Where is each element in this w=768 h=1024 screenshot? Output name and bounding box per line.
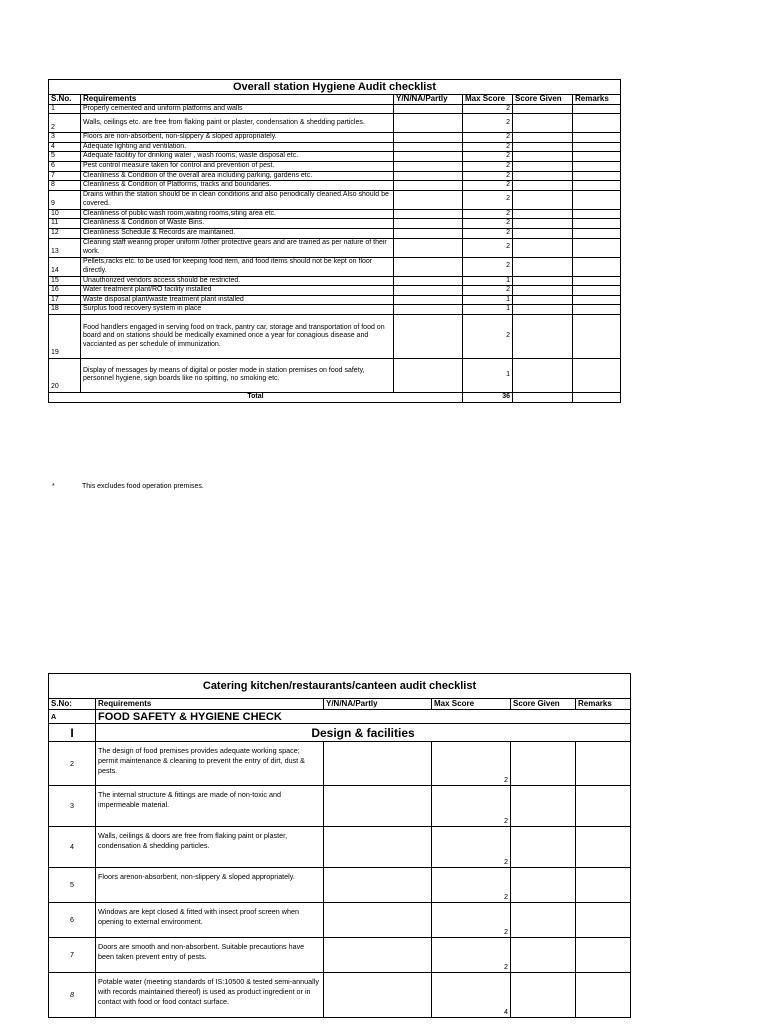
max-score: 2 (463, 238, 513, 257)
max-score: 1 (463, 358, 513, 392)
row-number: 8 (49, 973, 96, 1018)
yn-cell[interactable] (394, 209, 463, 219)
table-row (49, 868, 631, 903)
score-given-cell[interactable] (513, 152, 573, 162)
table-row (49, 276, 621, 286)
table-row (49, 181, 621, 191)
row-requirement: Properly cemented and uniform platforms and walls (81, 104, 394, 114)
row-number: 5 (49, 152, 81, 162)
table-row (49, 114, 621, 133)
yn-cell[interactable] (324, 786, 432, 827)
max-score: 2 (463, 181, 513, 191)
remarks-cell[interactable] (573, 161, 621, 171)
row-requirement: Cleanliness & Condition of the overall area including parking, gardens etc. (81, 171, 394, 181)
col-header-remarks: Remarks (576, 699, 631, 710)
score-given-cell[interactable] (513, 238, 573, 257)
row-number: 5 (49, 868, 96, 903)
remarks-cell[interactable] (573, 286, 621, 296)
max-score: 2 (463, 314, 513, 358)
remarks-cell[interactable] (573, 104, 621, 114)
table-row (49, 938, 631, 973)
col-header-yn: Y/N/NA/Partly (324, 699, 432, 710)
row-requirement: Drains within the station should be in clean conditions and also periodically cleaned.Also should be covered. (81, 190, 394, 209)
max-score: 2 (463, 286, 513, 296)
row-number: 11 (49, 219, 81, 229)
row-requirement: Pellets,racks etc. to be used for keeping food item, and food items should not be kept on floor directly. (81, 257, 394, 276)
row-number: 14 (49, 257, 81, 276)
max-score: 2 (463, 257, 513, 276)
col-header-remarks: Remarks (573, 95, 621, 105)
remarks-cell[interactable] (573, 171, 621, 181)
score-given-cell[interactable] (513, 257, 573, 276)
total-score-given (513, 392, 573, 402)
remarks-cell[interactable] (576, 742, 631, 786)
yn-cell[interactable] (394, 142, 463, 152)
table-row (49, 171, 621, 181)
yn-cell[interactable] (324, 973, 432, 1018)
row-requirement: The internal structure & fittings are made of non-toxic and impermeable material. (96, 786, 324, 827)
table-row (49, 104, 621, 114)
remarks-cell[interactable] (573, 152, 621, 162)
table-row (49, 142, 621, 152)
yn-cell[interactable] (324, 742, 432, 786)
section-number: A (49, 710, 96, 724)
row-requirement: Windows are kept closed & fitted with insect proof screen when opening to external environment. (96, 903, 324, 938)
table-row (49, 238, 621, 257)
row-requirement: Cleanliness Schedule & Records are maintained. (81, 228, 394, 238)
row-number: 4 (49, 827, 96, 868)
checklist-title: Overall station Hygiene Audit checklist (49, 80, 621, 95)
row-requirement: Waste disposal plant/waste treatment plant installed (81, 295, 394, 305)
total-row (49, 392, 621, 402)
score-given-cell[interactable] (511, 938, 576, 973)
row-requirement: Unauthorized vendors access should be restricted. (81, 276, 394, 286)
max-score: 1 (463, 295, 513, 305)
score-given-cell[interactable] (511, 868, 576, 903)
col-header-score-given: Score Given (513, 95, 573, 105)
subsection-title: Design & facilities (96, 724, 631, 742)
table-header-row (49, 699, 631, 710)
score-given-cell[interactable] (513, 209, 573, 219)
row-requirement: Walls, ceilings etc. are free from flaking paint or plaster, condensation & shedding particles. (81, 114, 394, 133)
row-number: 3 (49, 786, 96, 827)
row-requirement: Surplus food recovery system in place (81, 305, 394, 315)
table-row (49, 314, 621, 358)
table-row (49, 973, 631, 1018)
max-score: 1 (463, 276, 513, 286)
row-requirement: Display of messages by means of digital or poster mode in station premises on food safety, personnel hygiene, sign boards like no spitting, no smoking etc. (81, 358, 394, 392)
max-score: 2 (432, 903, 511, 938)
station-hygiene-checklist-table (48, 79, 621, 403)
yn-cell[interactable] (394, 286, 463, 296)
row-number: 8 (49, 181, 81, 191)
col-header-max-score: Max Score (432, 699, 511, 710)
table-row (49, 190, 621, 209)
max-score: 2 (463, 228, 513, 238)
table-header-row (49, 95, 621, 105)
footnote-mark: * (52, 483, 55, 490)
max-score: 2 (463, 152, 513, 162)
row-requirement: Walls, ceilings & doors are free from flaking paint or plaster, condensation & shedding particles. (96, 827, 324, 868)
footnote-text: This excludes food operation premises. (82, 483, 204, 490)
remarks-cell[interactable] (573, 114, 621, 133)
yn-cell[interactable] (324, 938, 432, 973)
remarks-cell[interactable] (573, 142, 621, 152)
checklist-title: Catering kitchen/restaurants/canteen audit checklist (49, 674, 631, 699)
row-number: 2 (49, 742, 96, 786)
yn-cell[interactable] (394, 114, 463, 133)
max-score: 2 (463, 161, 513, 171)
yn-cell[interactable] (394, 133, 463, 143)
max-score: 2 (463, 171, 513, 181)
row-requirement: Water treatment plant/RO facility installed (81, 286, 394, 296)
col-header-yn: Y/N/NA/Partly (394, 95, 463, 105)
score-given-cell[interactable] (513, 133, 573, 143)
yn-cell[interactable] (394, 238, 463, 257)
row-requirement: Potable water (meeting standards of IS:10500 & tested semi-annually with records maintained thereof) is used as product ingredient or in contact with food or food contact surface. (96, 973, 324, 1018)
row-requirement: The design of food premises provides adequate working space; permit maintenance & cleaning to prevent the entry of dirt, dust & pests. (96, 742, 324, 786)
remarks-cell[interactable] (573, 305, 621, 315)
table-row (49, 305, 621, 315)
yn-cell[interactable] (394, 171, 463, 181)
yn-cell[interactable] (394, 305, 463, 315)
row-number: 7 (49, 938, 96, 973)
subsection-number: I (49, 724, 96, 742)
yn-cell[interactable] (394, 276, 463, 286)
remarks-cell[interactable] (573, 133, 621, 143)
max-score: 4 (432, 973, 511, 1018)
yn-cell[interactable] (394, 152, 463, 162)
table-row (49, 786, 631, 827)
yn-cell[interactable] (394, 190, 463, 209)
max-score: 2 (463, 104, 513, 114)
score-given-cell[interactable] (513, 219, 573, 229)
max-score: 2 (463, 133, 513, 143)
score-given-cell[interactable] (511, 827, 576, 868)
max-score: 2 (432, 938, 511, 973)
table-row (49, 133, 621, 143)
yn-cell[interactable] (394, 161, 463, 171)
row-requirement: Floors arenon-absorbent, non-slippery & sloped appropriately. (96, 868, 324, 903)
remarks-cell[interactable] (573, 295, 621, 305)
row-requirement: Cleanliness of public wash room,waiting rooms,siting area etc. (81, 209, 394, 219)
row-requirement: Floors are non-absorbent, non-slippery & sloped appropriately. (81, 133, 394, 143)
row-number: 17 (49, 295, 81, 305)
max-score: 1 (463, 305, 513, 315)
row-number: 13 (49, 238, 81, 257)
max-score: 2 (463, 190, 513, 209)
table-row (49, 209, 621, 219)
max-score: 2 (432, 742, 511, 786)
row-number: 9 (49, 190, 81, 209)
row-requirement: Adequate facilitiy for drinking water , wash rooms, waste disposal etc. (81, 152, 394, 162)
score-given-cell[interactable] (513, 190, 573, 209)
table-row (49, 358, 621, 392)
remarks-cell[interactable] (573, 219, 621, 229)
yn-cell[interactable] (324, 827, 432, 868)
row-number: 20 (49, 358, 81, 392)
score-given-cell[interactable] (513, 161, 573, 171)
section-title: FOOD SAFETY & HYGIENE CHECK (96, 710, 631, 724)
score-given-cell[interactable] (511, 742, 576, 786)
score-given-cell[interactable] (513, 286, 573, 296)
row-number: 7 (49, 171, 81, 181)
table-row (49, 742, 631, 786)
table-row (49, 257, 621, 276)
remarks-cell[interactable] (576, 786, 631, 827)
row-requirement: Pest control measure taken for control and prevention of pest. (81, 161, 394, 171)
max-score: 2 (463, 114, 513, 133)
col-header-requirements: Requirements (96, 699, 324, 710)
remarks-cell[interactable] (576, 868, 631, 903)
table-row (49, 827, 631, 868)
score-given-cell[interactable] (513, 228, 573, 238)
max-score: 2 (463, 219, 513, 229)
max-score: 2 (432, 786, 511, 827)
yn-cell[interactable] (394, 358, 463, 392)
table-row (49, 903, 631, 938)
remarks-cell[interactable] (576, 938, 631, 973)
score-given-cell[interactable] (513, 114, 573, 133)
score-given-cell[interactable] (511, 786, 576, 827)
table-row (49, 219, 621, 229)
yn-cell[interactable] (324, 868, 432, 903)
score-given-cell[interactable] (513, 358, 573, 392)
remarks-cell[interactable] (573, 358, 621, 392)
score-given-cell[interactable] (513, 305, 573, 315)
yn-cell[interactable] (394, 295, 463, 305)
col-header-sno: S.No: (49, 699, 96, 710)
yn-cell[interactable] (394, 228, 463, 238)
col-header-requirements: Requirements (81, 95, 394, 105)
row-requirement: Cleanliness & Condition of Waste Bins. (81, 219, 394, 229)
section-row (49, 710, 631, 724)
yn-cell[interactable] (394, 219, 463, 229)
score-given-cell[interactable] (513, 181, 573, 191)
max-score: 2 (432, 827, 511, 868)
col-header-score-given: Score Given (511, 699, 576, 710)
remarks-cell[interactable] (573, 228, 621, 238)
remarks-cell[interactable] (573, 238, 621, 257)
table-row (49, 286, 621, 296)
score-given-cell[interactable] (513, 142, 573, 152)
remarks-cell[interactable] (573, 181, 621, 191)
row-requirement: Cleanliness & Condition of Platforms, tracks and boundaries. (81, 181, 394, 191)
remarks-cell[interactable] (573, 209, 621, 219)
row-number: 1 (49, 104, 81, 114)
yn-cell[interactable] (394, 104, 463, 114)
row-requirement: Food handlers engaged in serving food on track, pantry car, storage and transportation of food on board and on stations should be medically examined once a year for conagious disease and vaccianted as per schedule of immunization. (81, 314, 394, 358)
row-number: 19 (49, 314, 81, 358)
total-remarks (573, 392, 621, 402)
score-given-cell[interactable] (513, 276, 573, 286)
col-header-max-score: Max Score (463, 95, 513, 105)
yn-cell[interactable] (394, 181, 463, 191)
remarks-cell[interactable] (573, 276, 621, 286)
row-requirement: Doors are smooth and non-absorbent. Suitable precautions have been taken prevent entry of pests. (96, 938, 324, 973)
row-number: 6 (49, 903, 96, 938)
remarks-cell[interactable] (573, 257, 621, 276)
row-requirement: Adequate lighting and ventilation. (81, 142, 394, 152)
total-value: 36 (463, 392, 513, 402)
table-row (49, 161, 621, 171)
max-score: 2 (432, 868, 511, 903)
row-requirement: Cleaning staff wearing proper uniform /other protective gears and are trained as per nature of their work. (81, 238, 394, 257)
score-given-cell[interactable] (513, 314, 573, 358)
yn-cell[interactable] (394, 257, 463, 276)
row-number: 10 (49, 209, 81, 219)
row-number: 12 (49, 228, 81, 238)
table-row (49, 228, 621, 238)
row-number: 4 (49, 142, 81, 152)
row-number: 15 (49, 276, 81, 286)
remarks-cell[interactable] (573, 190, 621, 209)
table-row (49, 152, 621, 162)
yn-cell[interactable] (394, 314, 463, 358)
score-given-cell[interactable] (513, 171, 573, 181)
yn-cell[interactable] (324, 903, 432, 938)
table-row (49, 295, 621, 305)
score-given-cell[interactable] (511, 903, 576, 938)
row-number: 3 (49, 133, 81, 143)
remarks-cell[interactable] (573, 314, 621, 358)
row-number: 2 (49, 114, 81, 133)
score-given-cell[interactable] (513, 295, 573, 305)
catering-audit-checklist-table (48, 673, 631, 1018)
remarks-cell[interactable] (576, 903, 631, 938)
row-number: 16 (49, 286, 81, 296)
col-header-sno: S.No. (49, 95, 81, 105)
row-number: 18 (49, 305, 81, 315)
max-score: 2 (463, 142, 513, 152)
score-given-cell[interactable] (511, 973, 576, 1018)
subsection-row (49, 724, 631, 742)
footnote (52, 483, 204, 490)
total-label: Total (49, 392, 463, 402)
remarks-cell[interactable] (576, 827, 631, 868)
max-score: 2 (463, 209, 513, 219)
row-number: 6 (49, 161, 81, 171)
score-given-cell[interactable] (513, 104, 573, 114)
remarks-cell[interactable] (576, 973, 631, 1018)
